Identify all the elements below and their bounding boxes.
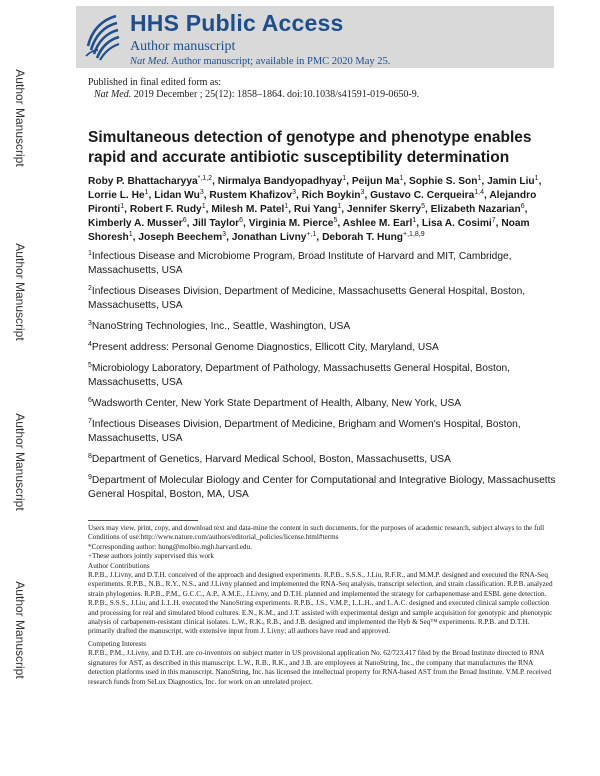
affiliation-list bbox=[88, 250, 558, 509]
author-name: Jamin Liu$^1$ bbox=[487, 175, 539, 187]
author-name: Jill Taylor$^6$ bbox=[192, 217, 244, 229]
corresponding-note: *Corresponding author: hung@molbio.mgh.harvard.edu. bbox=[88, 542, 252, 551]
author-name: Rui Yang$^1$ bbox=[293, 203, 342, 215]
author-name: Lisa A. Cosimi$^7$ bbox=[421, 217, 496, 229]
publication-info bbox=[88, 77, 419, 101]
author-name: Milesh M. Patel$^1$ bbox=[211, 203, 289, 215]
published-line: Published in final edited form as: bbox=[88, 77, 222, 88]
author-name: Peijun Ma$^1$ bbox=[351, 175, 404, 187]
author-name: Ashlee M. Earl$^1$ bbox=[342, 217, 417, 229]
jointly-note: +These authors jointly supervised this work bbox=[88, 552, 215, 561]
author-name: Lorrie L. He$^1$ bbox=[88, 189, 149, 201]
author-manuscript-sidebar: Author Manuscript Author Manuscript Author Manuscript Author Manuscript bbox=[13, 69, 27, 679]
contributions-heading: Author Contributions bbox=[88, 561, 150, 570]
author-name: Roby P. Bhattacharyya$^{*,1,2}$ bbox=[88, 175, 213, 187]
author-name: Gustavo C. Cerqueira$^{1,4}$ bbox=[370, 189, 485, 201]
affiliation-item: $^1$Infectious Disease and Microbiome Program, Broad Institute of Harvard and MIT, Cambridge, Massachusetts, USA bbox=[88, 250, 512, 276]
author-name: Elizabeth Nazarian$^6$ bbox=[430, 203, 525, 215]
banner-title: HHS Public Access bbox=[130, 10, 344, 36]
author-name: Joseph Beechem$^3$ bbox=[138, 231, 227, 243]
footnote-divider bbox=[88, 520, 198, 521]
affiliation-item: $^6$Wadsworth Center, New York State Department of Health, Albany, New York, USA bbox=[88, 397, 462, 409]
banner-availability: Nat Med. Author manuscript; available in PMC 2020 May 25. bbox=[130, 56, 391, 67]
author-name: Noam Shoresh$^1$ bbox=[88, 218, 530, 243]
author-name: Nirmalya Bandyopadhyay$^1$ bbox=[217, 175, 347, 187]
affiliation-item: $^9$Department of Molecular Biology and Center for Computational and Integrative Biology, Massachusetts General Hospital, Boston, MA, USA bbox=[88, 474, 556, 500]
hhs-eagle-logo-icon bbox=[82, 12, 122, 62]
affiliation-item: $^4$Present address: Personal Genome Diagnostics, Ellicott City, Maryland, USA bbox=[88, 341, 439, 353]
author-name: Jennifer Skerry$^5$ bbox=[346, 203, 425, 215]
affiliation-item: $^7$Infectious Diseases Division, Department of Medicine, Brigham and Women's Hospital, Boston, Massachusetts, USA bbox=[88, 418, 521, 444]
affiliation-item: $^2$Infectious Diseases Division, Department of Medicine, Massachusetts General Hospital, Boston, Massachusetts, USA bbox=[88, 285, 526, 311]
footnotes bbox=[88, 520, 558, 687]
author-name: Lidan Wu$^3$ bbox=[154, 189, 204, 201]
author-name: Jonathan Livny$^{+,1}$ bbox=[231, 231, 317, 243]
article-title: Simultaneous detection of genotype and phenotype enables rapid and accurate antibiotic susceptibility determination bbox=[88, 129, 532, 166]
interests-heading: Competing Interests bbox=[88, 639, 147, 648]
hhs-public-access-banner bbox=[76, 6, 554, 68]
author-name: Virginia M. Pierce$^5$ bbox=[248, 217, 338, 229]
interests-text: R.P.B., P.M., J.Livny, and D.T.H. are co-inventors on subject matter in US provisional application No. 62/723,417 filed by the Broad Institute directed to RNA signatures for AST, as described in this manuscript. L.W., R.B., R.K., and J.B. are employees at NanoString, Inc., the company that manufactures the RNA detection platforms used in this manuscript. NanoString, Inc. has licensed the intellectual property for RNA-based AST from the Broad Institute. V.M.P. received research funds from SeLux Diagnostics, Inc. for work on an unrelated project. bbox=[88, 649, 552, 686]
author-name: Robert F. Rudy$^1$ bbox=[129, 203, 206, 215]
affiliation-item: $^5$Microbiology Laboratory, Department of Pathology, Massachusetts General Hospital, Boston, Massachusetts, USA bbox=[88, 362, 510, 388]
terms-note: Users may view, print, copy, and download text and data-mine the content in such documents, for the purposes of academic research, subject always to the full Conditions of use:http://www.nature.com/authors/editorial_policies/license.html#terms bbox=[88, 524, 545, 542]
affiliation-item: $^8$Department of Genetics, Harvard Medical School, Boston, Massachusetts, USA bbox=[88, 453, 451, 465]
author-name: Kimberly A. Musser$^6$ bbox=[88, 217, 187, 229]
author-name: Alejandro Pironti$^1$ bbox=[88, 190, 537, 215]
citation-line: Nat Med. 2019 December ; 25(12): 1858–1864. doi:10.1038/s41591-019-0650-9. bbox=[94, 89, 420, 100]
author-name: Sophie S. Son$^1$ bbox=[409, 175, 482, 187]
affiliation-item: $^3$NanoString Technologies, Inc., Seattle, Washington, USA bbox=[88, 320, 351, 332]
banner-subtitle: Author manuscript bbox=[130, 39, 236, 54]
author-name: Deborah T. Hung$^{+,1,8,9}$ bbox=[322, 231, 425, 243]
contributions-text: R.P.B., J.Livny, and D.T.H. conceived of the approach and designed experiments. R.P.B., S.S.S., J.Liu, R.F.R., and M.M.P. designed and executed the RNA-Seq experiments. R.P.B., N.B., R.Y., N.S., and J.Livny planned and implemented the RNA-Seq analysis, transcript selection, and strain classification. R.P.B. analyzed strain phylogenies. R.P.B., P.M., G.C.C., A.P., A.M.E., J.Livny, and D.T.H. planned and implemented the strategy for carbapenemase and ESBL gene detection. R.P.B., S.S.S., J.Liu, and L.L.H. executed the NanoString experiments. R.P.B., J.S., V.M.P., L.L.H., and L.A.C. designed and executed clinical sample collection and processing for real and simulated blood cultures. E.N., K.M., and J.T. assisted with experimental design and sample acquisition for genotypic and phenotypic analysis of carbapenem-resistant clinical isolates. L.W., R.K., R.B., and J.B. designed and implemented the Hyb & Seq™ experiments. R.P.B. and D.T.H. primarily drafted the manuscript, with extensive input from J. Livny; all authors have read and approved. bbox=[88, 571, 553, 636]
author-name: Rich Boykin$^3$ bbox=[301, 189, 365, 201]
author-list: Roby P. Bhattacharyya$^{*,1,2}$, Nirmalya Bandyopadhyay$^1$, Peijun Ma$^1$, Sophie S. Son$^1$, Jamin Liu$^1$, Lorrie L. He$^1$, Lidan Wu$^3$, Rustem Khafizov$^3$, Rich Boykin$^3$, Gustavo C. Cerqueira$^{1,4}$, Alejandro Pironti$^1$, Robert F. Rudy$^1$, Milesh M. Patel$^1$, Rui Yang$^1$, Jennifer Skerry$^5$, Elizabeth Nazarian$^6$, Kimberly A. Musser$^6$, Jill Taylor$^6$, Virginia M. Pierce$^5$, Ashlee M. Earl$^1$, Lisa A. Cosimi$^7$, Noam Shoresh$^1$, Joseph Beechem$^3$, Jonathan Livny$^{+,1}$, Deborah T. Hung$^{+,1,8,9}$ bbox=[88, 175, 542, 243]
author-name: Rustem Khafizov$^3$ bbox=[209, 189, 296, 201]
